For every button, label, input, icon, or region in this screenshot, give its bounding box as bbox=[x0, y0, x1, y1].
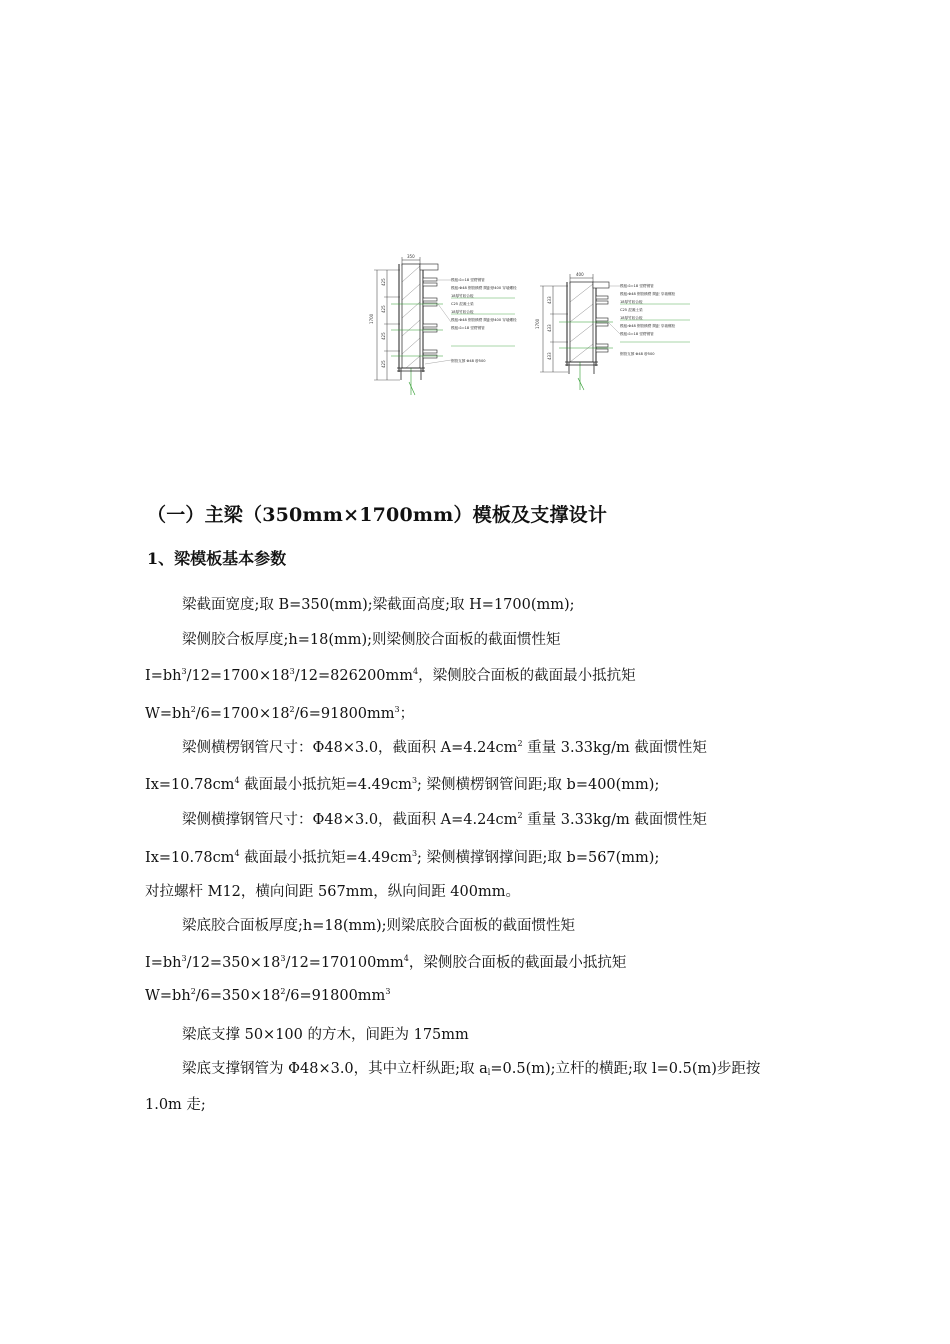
subsection-title: 1、梁模板基本参数 bbox=[147, 549, 287, 568]
paragraph-line: $Ix=10.78cm^4$ 截面最小抵抗矩$=4.49cm^3$; 梁侧横撑钢撑间距;取 b=567(mm); bbox=[145, 849, 660, 866]
right-section-drawing bbox=[535, 272, 690, 390]
paragraph-line: $I=bh^3/12=350\times 18^3/12=170100mm^4$，梁侧胶合面板的截面最小抵抗矩 bbox=[145, 954, 627, 971]
paragraph-line: 梁侧横楞钢管尺寸：Φ48×3.0，截面积 $A=4.24cm^2$ 重量 3.33kg/m 截面惯性矩 bbox=[182, 739, 707, 756]
right-note: 18厚竹胶合板 bbox=[620, 316, 643, 320]
right-note: 18厚竹胶合板 bbox=[620, 300, 643, 304]
paragraph-line: $W=bh^2/6=350\times 18^2/6=91800mm^3$ bbox=[145, 987, 391, 1004]
right-seg-label: 433 bbox=[547, 324, 552, 332]
right-width-label: 400 bbox=[576, 272, 584, 277]
left-seg-label: 425 bbox=[381, 278, 386, 286]
left-note: 钢管支撑 Φ48 @500 bbox=[451, 359, 486, 363]
right-note: 模板:δ=18 竖楞钢管 bbox=[620, 332, 654, 336]
paragraph-line: 对拉螺杆 M12，横向间距 567mm，纵向间距 400mm。 bbox=[145, 884, 520, 900]
right-note: 模板:δ=18 竖楞钢管 bbox=[620, 284, 654, 288]
left-note: 模板:δ=18 竖楞钢管 bbox=[451, 278, 485, 282]
paragraph-line: 1.0m 走; bbox=[145, 1097, 206, 1113]
paragraph-line: $Ix=10.78cm^4$ 截面最小抵抗矩$=4.49cm^3$; 梁侧横楞钢管间距;取 b=400(mm); bbox=[145, 776, 660, 793]
left-note: 18厚竹胶合板 bbox=[451, 310, 474, 314]
right-height-label: 1700 bbox=[535, 318, 540, 329]
left-seg-label: 425 bbox=[381, 360, 386, 368]
paragraph-line: 梁底胶合面板厚度;h=18(mm);则梁底胶合面板的截面惯性矩 bbox=[182, 918, 576, 934]
paragraph-line: 梁底支撑 50×100 的方木，间距为 175mm bbox=[182, 1027, 469, 1043]
paragraph-line: $W=bh^2/6=1700\times 18^2/6=91800mm^3$； bbox=[145, 705, 415, 722]
paragraph-line: $I=bh^3/12=1700\times 18^3/12=826200mm^4$，梁侧胶合面板的截面最小抵抗矩 bbox=[145, 667, 636, 684]
left-section-drawing bbox=[369, 254, 517, 395]
left-width-label: 350 bbox=[407, 254, 415, 259]
right-note: 模板:Φ48 钢管横楞 間距 穿墙螺栓 bbox=[620, 292, 676, 296]
left-seg-label: 425 bbox=[381, 332, 386, 340]
right-seg-label: 433 bbox=[547, 352, 552, 360]
right-seg-label: 433 bbox=[547, 296, 552, 304]
left-height-label: 1700 bbox=[369, 313, 374, 324]
left-note: 模板:δ=18 竖楞钢管 bbox=[451, 326, 485, 330]
paragraph-line: 梁截面宽度;取 B=350(mm);梁截面高度;取 H=1700(mm); bbox=[182, 597, 575, 613]
right-note: 模板:Φ48 钢管横楞 間距 穿墙螺栓 bbox=[620, 324, 676, 328]
paragraph-line: 梁侧横撑钢管尺寸：Φ48×3.0，截面积 $A=4.24cm^2$ 重量 3.33kg/m 截面惯性矩 bbox=[182, 811, 707, 828]
right-note: C25 混凝土梁 bbox=[620, 308, 643, 312]
paragraph-line: 梁底支撑钢管为 Φ48×3.0，其中立杆纵距;取 $a_l=0.5(m)$;立杆的横距;取 l=0.5(m)步距按 bbox=[182, 1061, 761, 1077]
section-title: （一）主梁（350mm×1700mm）模板及支撑设计 bbox=[147, 504, 608, 526]
beam-formwork-section-drawings bbox=[365, 252, 695, 397]
left-note: 模板:Φ48 钢管横楞 間距@400 穿墙螺栓 bbox=[451, 318, 517, 322]
paragraph-line: 梁侧胶合板厚度;h=18(mm);则梁侧胶合面板的截面惯性矩 bbox=[182, 632, 561, 648]
left-note: 18厚竹胶合板 bbox=[451, 294, 474, 298]
right-note: 钢管支撑 Φ48 @500 bbox=[620, 352, 655, 356]
left-note: 模板:Φ48 钢管横楞 間距@400 穿墙螺栓 bbox=[451, 286, 517, 290]
left-seg-label: 425 bbox=[381, 305, 386, 313]
left-note: C25 混凝土梁 bbox=[451, 302, 474, 306]
